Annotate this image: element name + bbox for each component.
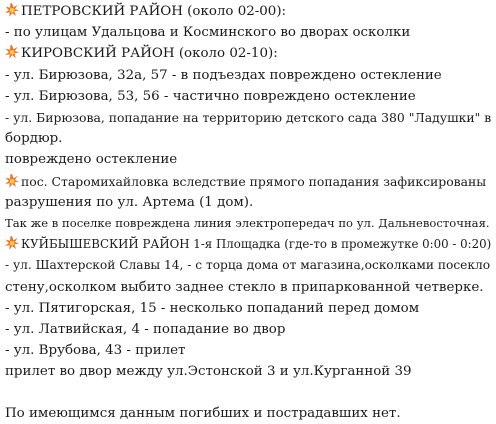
text-line [5, 340, 492, 361]
line-text: разрушения по ул. Артема (1 дом). [5, 194, 254, 210]
line-text: - ул. Бирюзова, попадание на территорию детского сада 380 "Ладушки" в [5, 110, 492, 126]
section-heading [5, 171, 492, 192]
text-line [5, 149, 492, 170]
line-text: бордюр. [5, 131, 63, 147]
blank-line [5, 383, 492, 403]
line-text: - по улицам Удальцова и Косминского во дворах осколки [5, 25, 411, 41]
line-text: пос. Старомихайловка вследствие прямого попадания зафиксированы [21, 173, 487, 189]
text-line [5, 65, 492, 86]
text-line [5, 298, 492, 319]
text-line [5, 22, 492, 43]
line-text: стену,осколком выбито заднее стекло в припаркованной четверке. [5, 279, 484, 295]
line-text: - ул. Врубова, 43 - прилет [5, 343, 186, 359]
line-text: - ул. Бирюзова, 53, 56 - частично повреждено остекление [5, 88, 416, 104]
text-line [5, 277, 492, 298]
text-line [5, 128, 492, 149]
text-line [5, 319, 492, 340]
line-text: - ул. Пятигорская, 15 - несколько попаданий перед домом [5, 300, 420, 316]
explosion-icon [5, 45, 19, 59]
text-line [5, 213, 492, 234]
text-line [5, 107, 492, 128]
section-heading [5, 234, 492, 255]
line-text: - ул. Шахтерской Славы 14, - с торца дома от магазина,осколками посекло [5, 258, 491, 273]
text-line [5, 255, 492, 276]
line-text: По имеющимся данным погибших и пострадавших нет. [5, 405, 401, 421]
text-line [5, 361, 492, 382]
line-text: КИРОВСКИЙ РАЙОН (около 02-10): [21, 46, 278, 62]
line-text: - ул. Бирюзова, 32а, 57 - в подъездах повреждено остекление [5, 67, 442, 83]
line-text: повреждено остекление [5, 152, 178, 168]
text-line [5, 86, 492, 107]
line-text: прилет во двор между ул.Эстонской 3 и ул.Курганной 39 [5, 364, 412, 380]
line-text: - ул. Латвийская, 4 - попадание во двор [5, 322, 286, 338]
section-heading [5, 1, 492, 22]
text-line [5, 192, 492, 213]
explosion-icon [5, 236, 19, 250]
section-heading [5, 43, 492, 64]
line-text: ПЕТРОВСКИЙ РАЙОН (около 02-00): [21, 4, 287, 19]
line-text: КУЙБЫШЕВСКИЙ РАЙОН 1-я Площадка (где-то в промежутке 0:00 - 0:20) [21, 237, 492, 252]
explosion-icon [5, 3, 19, 17]
line-text: Так же в поселке повреждена линия электропередач по ул. Дальневосточная. [5, 216, 490, 231]
explosion-icon [5, 174, 19, 188]
